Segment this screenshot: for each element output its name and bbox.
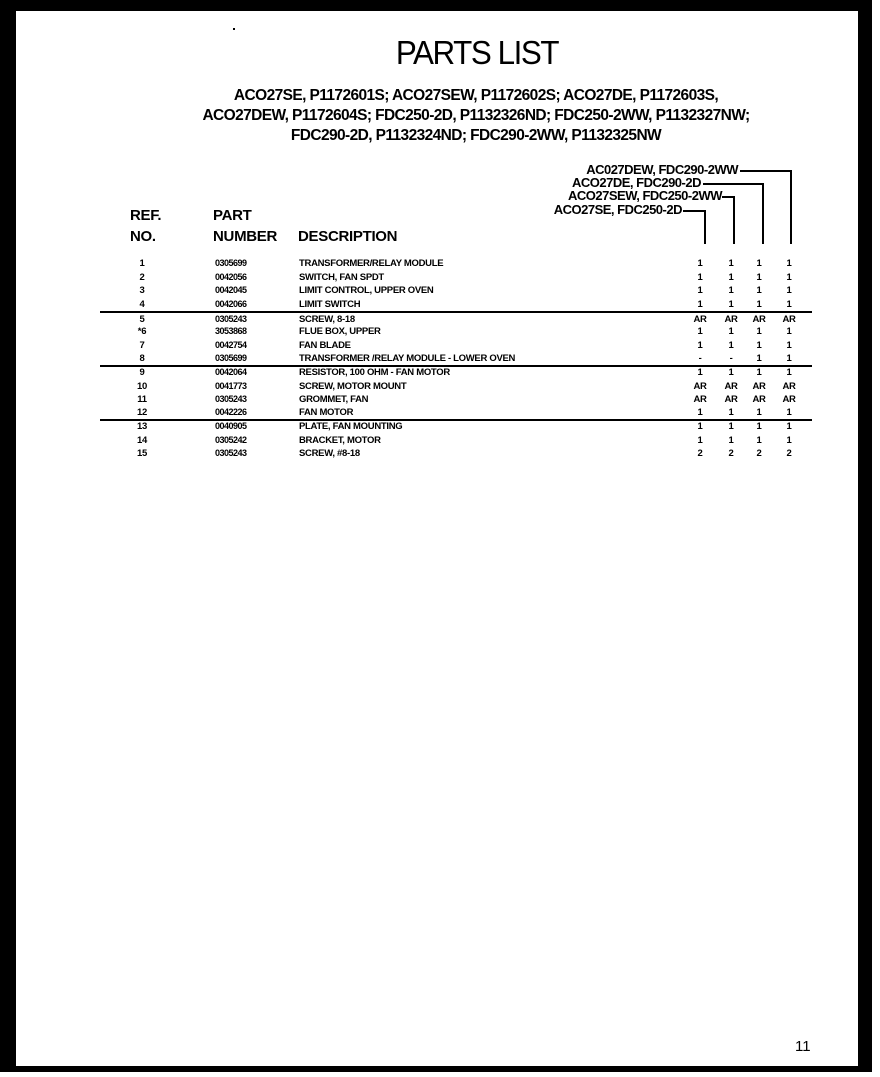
description: TRANSFORMER /RELAY MODULE - LOWER OVEN [299, 353, 516, 364]
qty: 1 [756, 326, 762, 337]
qty: AR [724, 313, 738, 325]
description: RESISTOR, 100 OHM - FAN MOTOR [299, 367, 450, 378]
part-number: 0305242 [215, 434, 247, 445]
qty: 1 [786, 421, 792, 432]
qty: 1 [756, 407, 762, 418]
ref-no: 7 [139, 339, 145, 351]
qty: 1 [786, 326, 792, 337]
part-number: 0042056 [215, 271, 247, 282]
qty: AR [782, 313, 796, 325]
ref-no: 15 [137, 448, 147, 459]
table-row [100, 284, 812, 298]
description: GROMMET, FAN [299, 394, 369, 405]
qty: 1 [786, 367, 792, 378]
qty: 1 [756, 298, 762, 310]
table-row [100, 352, 812, 366]
qty: 1 [786, 434, 792, 446]
qty: 1 [756, 339, 762, 351]
table-row [100, 339, 812, 353]
qty: 1 [697, 271, 703, 283]
part-number: 0305699 [215, 353, 247, 363]
part-number: 0042754 [215, 339, 247, 350]
qty: 1 [697, 434, 703, 446]
leader-line [740, 170, 791, 172]
qty: 1 [728, 271, 734, 283]
ref-no: 10 [137, 380, 147, 392]
part-number: 3053868 [215, 326, 247, 336]
table-row [100, 298, 812, 312]
table-row [100, 257, 812, 271]
qty: 1 [728, 407, 734, 418]
ref-no: 13 [137, 421, 147, 432]
scan-border-top [0, 0, 872, 11]
part-number: 0042066 [215, 298, 247, 309]
description: SCREW, 8-18 [299, 313, 355, 325]
qty: 1 [786, 339, 792, 351]
table-row [100, 271, 812, 285]
qty: 1 [756, 434, 762, 446]
qty: 1 [728, 258, 734, 269]
part-number: 0042045 [215, 285, 247, 296]
qty: AR [752, 380, 766, 392]
qty: AR [782, 394, 796, 405]
page-number: 11 [795, 1038, 811, 1055]
qty: AR [782, 380, 796, 392]
ref-no: 1 [139, 258, 145, 269]
header-ref: REF. [130, 207, 162, 224]
qty: 1 [728, 285, 734, 297]
qty: AR [752, 394, 766, 405]
qty: 1 [756, 367, 762, 378]
ref-no: 2 [139, 271, 145, 283]
qty: 2 [697, 448, 703, 459]
part-number: 0305699 [215, 258, 247, 268]
qty: 1 [756, 353, 762, 364]
qty: 1 [756, 285, 762, 297]
qty: 1 [697, 421, 703, 432]
scan-speck [233, 28, 235, 30]
qty: 1 [728, 421, 734, 432]
qty: 1 [728, 434, 734, 446]
qty: 1 [756, 258, 762, 269]
qty: 1 [697, 407, 703, 418]
qty: AR [693, 313, 707, 325]
qty: 1 [728, 298, 734, 310]
description: FAN MOTOR [299, 407, 354, 418]
scan-border-left [0, 0, 16, 1072]
leader-line [790, 170, 792, 244]
part-number: 0040905 [215, 421, 247, 431]
qty: 1 [697, 258, 703, 269]
qty: 2 [756, 448, 762, 459]
part-number: 0305243 [215, 313, 247, 324]
ref-no: 4 [139, 298, 145, 310]
ref-no: 14 [137, 434, 147, 446]
part-number: 0042226 [215, 407, 247, 417]
legend-label-col3: ACO27DE, FDC290-2D [572, 175, 701, 190]
leader-line [704, 210, 706, 244]
table-row [100, 380, 812, 394]
description: PLATE, FAN MOUNTING [299, 421, 403, 432]
legend-label-col1: ACO27SE, FDC250-2D [553, 202, 682, 217]
qty: 1 [728, 326, 734, 337]
qty: AR [693, 394, 707, 405]
legend-label-col2: ACO27SEW, FDC250-2WW [568, 188, 722, 203]
scan-border-bottom [0, 1066, 872, 1072]
qty: 2 [786, 448, 792, 459]
description: FLUE BOX, UPPER [299, 326, 381, 337]
model-line: FDC290-2D, P1132324ND; FDC290-2WW, P1132325NW [290, 127, 662, 144]
table-row [100, 406, 812, 420]
qty: 1 [697, 285, 703, 297]
table-row [100, 366, 812, 380]
qty: - [698, 353, 702, 364]
table-row [100, 325, 812, 339]
qty: 1 [756, 421, 762, 432]
legend-label-col4: AC027DEW, FDC290-2WW [586, 162, 738, 177]
header-description: DESCRIPTION [298, 228, 398, 245]
qty: 1 [786, 298, 792, 310]
description: SCREW, MOTOR MOUNT [299, 380, 407, 392]
part-number: 0305243 [215, 448, 247, 458]
table-row [100, 434, 812, 448]
qty: 2 [728, 448, 734, 459]
header-part-number: NUMBER [213, 228, 278, 245]
qty: 1 [786, 271, 792, 283]
qty: 1 [786, 258, 792, 269]
qty: AR [693, 380, 707, 392]
leader-line [733, 196, 735, 244]
qty: 1 [756, 271, 762, 283]
qty: 1 [786, 407, 792, 418]
ref-no: 5 [139, 313, 145, 325]
model-line: ACO27SE, P1172601S; ACO27SEW, P1172602S; ACO27DE, P1172603S, [233, 87, 719, 104]
qty: - [729, 353, 733, 364]
qty: AR [724, 380, 738, 392]
qty: 1 [697, 298, 703, 310]
table-row [100, 393, 812, 407]
description: LIMIT SWITCH [299, 298, 361, 310]
model-list [100, 86, 852, 146]
qty: 1 [697, 367, 703, 378]
ref-no: 8 [139, 353, 145, 364]
description: TRANSFORMER/RELAY MODULE [299, 258, 444, 269]
header-ref-no: NO. [130, 228, 156, 245]
page-title: PARTS LIST [395, 34, 559, 71]
ref-no: *6 [137, 326, 147, 337]
qty: 1 [786, 353, 792, 364]
leader-line [683, 210, 705, 212]
qty: 1 [728, 367, 734, 378]
ref-no: 3 [139, 285, 145, 297]
description: FAN BLADE [299, 339, 351, 351]
part-number: 0042064 [215, 367, 247, 377]
header-part: PART [213, 207, 252, 224]
qty: 1 [786, 285, 792, 297]
description: SCREW, #8-18 [299, 448, 360, 459]
qty: 1 [697, 339, 703, 351]
model-line: ACO27DEW, P1172604S; FDC250-2D, P1132326ND; FDC250-2WW, P1132327NW; [202, 107, 750, 124]
qty: 1 [728, 339, 734, 351]
part-number: 0305243 [215, 394, 247, 404]
part-number: 0041773 [215, 380, 247, 391]
table-row [100, 420, 812, 434]
leader-line [703, 183, 763, 185]
table-row [100, 447, 812, 461]
ref-no: 12 [137, 407, 147, 418]
leader-line [762, 183, 764, 244]
qty: 1 [697, 326, 703, 337]
ref-no: 9 [139, 367, 145, 378]
description: BRACKET, MOTOR [299, 434, 381, 446]
qty: AR [724, 394, 738, 405]
qty: AR [752, 313, 766, 325]
ref-no: 11 [137, 394, 147, 405]
description: SWITCH, FAN SPDT [299, 271, 384, 283]
scan-border-right [858, 0, 872, 1072]
description: LIMIT CONTROL, UPPER OVEN [299, 285, 434, 297]
